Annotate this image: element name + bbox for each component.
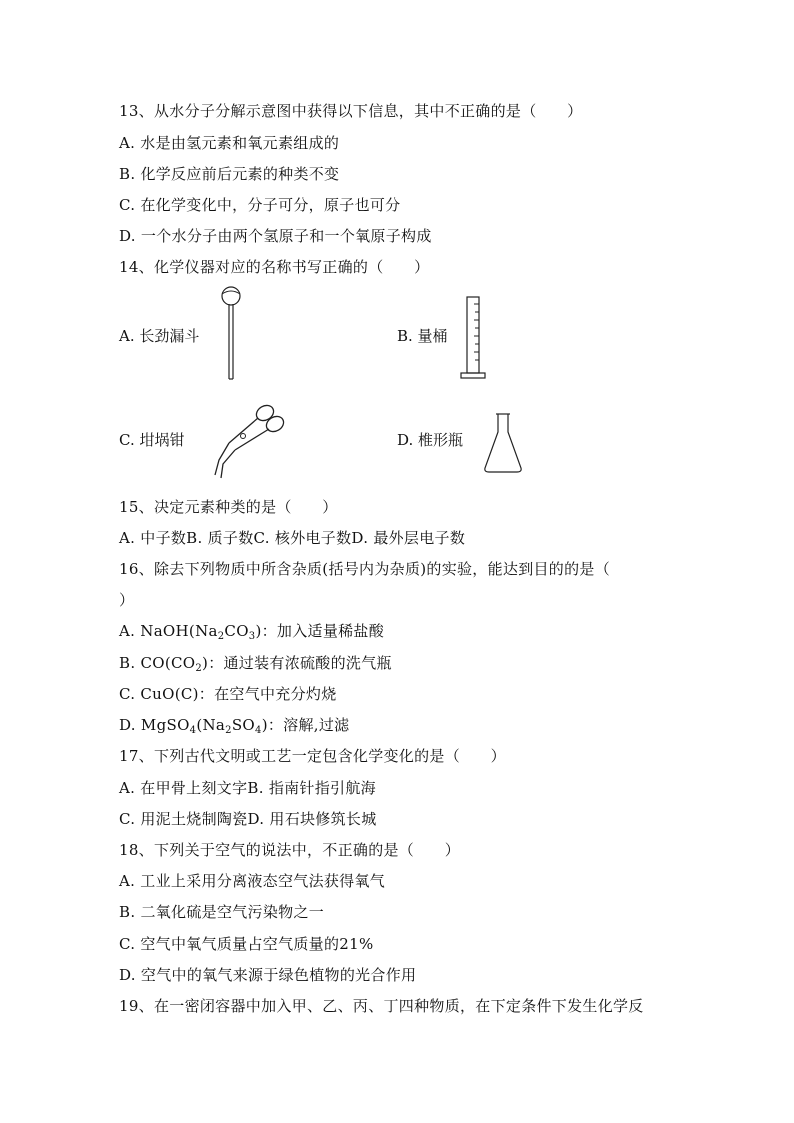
q15-stem: 15、决定元素种类的是（ ） [119,498,338,516]
q15-options: A. 中子数B. 质子数C. 核外电子数D. 最外层电子数 [119,529,466,547]
q14-option-d: D. 椎形瓶 [397,431,464,449]
q16-stem: 16、除去下列物质中所含杂质(括号内为杂质)的实验，能达到目的的是（ [119,560,610,578]
q13-option-b: B. 化学反应前后元素的种类不变 [119,165,340,183]
q14-option-b: B. 量桶 [397,327,448,345]
q13-option-a: A. 水是由氢元素和氧元素组成的 [119,134,340,152]
long-neck-funnel-icon [216,285,248,383]
q16-option-d: D. $MgSO_4(Na_2SO_4)$：溶解,过滤 [119,716,350,736]
q13-stem: 13、从水分子分解示意图中获得以下信息，其中不正确的是（ ） [119,102,583,120]
q18-option-c: C. 空气中氧气质量占空气质量的21% [119,935,374,953]
q14-option-a: A. 长劲漏斗 [119,327,200,345]
crucible-tongs-icon [207,400,287,480]
q16-option-b: B. $CO(CO_2)$：通过装有浓硫酸的洗气瓶 [119,654,392,674]
q17-options-cd: C. 用泥土烧制陶瓷D. 用石块修筑长城 [119,810,377,828]
q18-stem: 18、下列关于空气的说法中，不正确的是（ ） [119,841,460,859]
q18-option-b: B. 二氧化硫是空气污染物之一 [119,903,325,921]
q14-option-c: C. 坩埚钳 [119,431,185,449]
q18-option-d: D. 空气中的氧气来源于绿色植物的光合作用 [119,966,417,984]
q18-option-a: A. 工业上采用分离液态空气法获得氧气 [119,872,386,890]
q16-stem-cont: ） [119,591,135,609]
erlenmeyer-flask-icon [482,410,524,476]
q19-stem: 19、在一密闭容器中加入甲、乙、丙、丁四种物质，在下定条件下发生化学反 [119,997,644,1015]
q13-option-d: D. 一个水分子由两个氢原子和一个氧原子构成 [119,227,432,245]
q13-option-c: C. 在化学变化中，分子可分，原子也可分 [119,196,401,214]
q14-stem: 14、化学仪器对应的名称书写正确的（ ） [119,258,430,276]
q16-option-c: C. CuO(C)：在空气中充分灼烧 [119,685,337,703]
q17-options-ab: A. 在甲骨上刻文字B. 指南针指引航海 [119,779,376,797]
q17-stem: 17、下列古代文明或工艺一定包含化学变化的是（ ） [119,747,506,765]
graduated-cylinder-icon [458,294,488,382]
q16-option-a: A. $NaOH(Na_2CO_3)$：加入适量稀盐酸 [119,622,385,642]
